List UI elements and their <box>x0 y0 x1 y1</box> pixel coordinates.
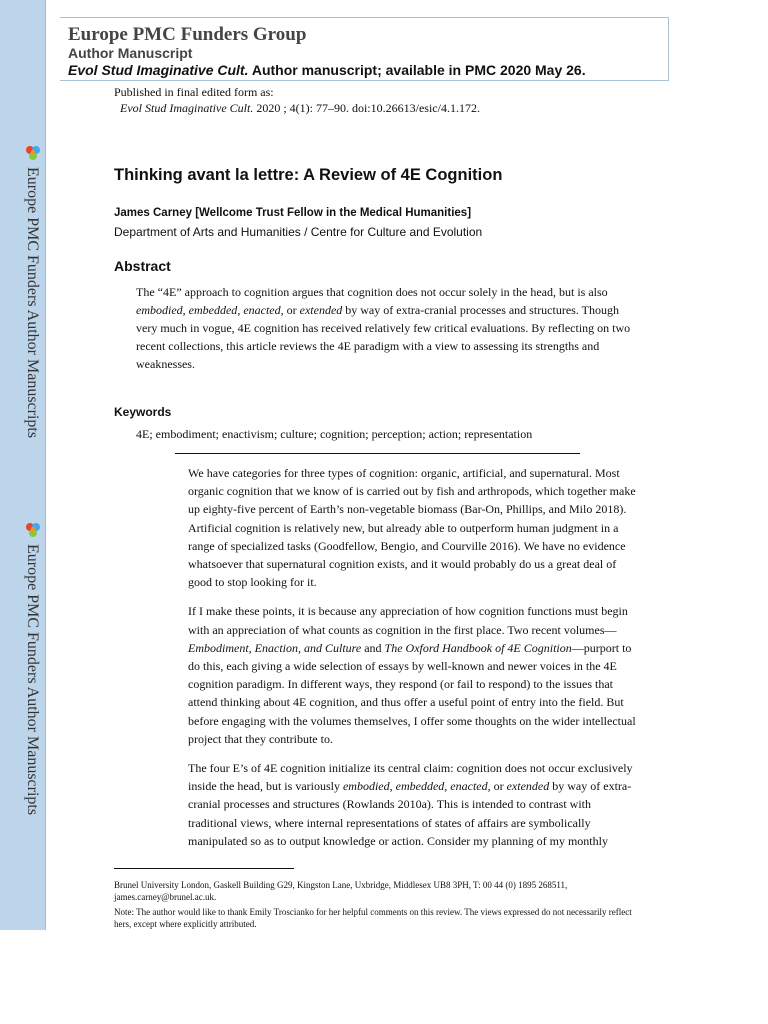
manuscript-type-label: Author Manuscript <box>68 45 193 61</box>
europe-pmc-logo-icon <box>25 145 41 161</box>
body-paragraph: The four E’s of 4E cognition initialize its central claim: cognition does not occur exclusively inside the head, but is variously embodied, embedded, enacted, or extended by way of extra-cranial processes and structures (Rowlands 2010a). This is intended to contrast with traditional views, where internal representations of states of affairs are symbolically manipulated so as to output knowledge or action. Consider my planning of my monthly <box>188 761 633 848</box>
availability-line <box>68 62 586 78</box>
abstract-heading: Abstract <box>114 258 171 274</box>
article-title: Thinking avant la lettre: A Review of 4E Cognition <box>114 166 503 184</box>
body-paragraph: If I make these points, it is because any appreciation of how cognition functions must begin with an appreciation of what counts as cognition in the first place. Two recent volumes—Embodiment, Enaction, and Culture and The Oxford Handbook of 4E Cognition—purport to do this, each giving a wide selection of essays by well-known and newer voices in the 4E cognition paradigm. In different ways, they respond (or fail to respond) to the issues that attend thinking about 4E cognition, and thus offer a useful point of entry into the field. But before engaging with the volumes themselves, I offer some thoughts on the wider intellectual project that they contribute to. <box>188 604 636 746</box>
europe-pmc-logo-icon <box>25 522 41 538</box>
author-affiliation: Department of Arts and Humanities / Centre for Culture and Evolution <box>114 225 483 239</box>
footnote-note: Note: The author would like to thank Emily Troscianko for her helpful comments on this review. The views expressed do not necessarily reflect hers, except where explicitly attributed. <box>114 907 632 929</box>
body-paragraph: We have categories for three types of cognition: organic, artificial, and supernatural. Most organic cognition that we know of is carried out by fish and arthropods, which together make up eighty-five percent of Earth’s non-vegetable biomass (Bar-On, Phillips, and Milo 2018). Artificial cognition is relatively new, but already able to outperform human judgment in a range of specialized tasks (Goodfellow, Bengio, and Courville 2016). We have no evidence whatsoever that supernatural cognition exists, and it would probably do us a great deal of good to stop looking for it. <box>188 466 636 590</box>
abstract-text: The “4E” approach to cognition argues that cognition does not occur solely in the head, but is also embodied, embedded, enacted, or extended by way of extra-cranial processes and structures. Though very much in vogue, 4E cognition has received relatively few critical evaluations. By reflecting on two recent collections, this article reviews the 4E paradigm with a view to assessing its strengths and weaknesses. <box>136 285 631 371</box>
footnote-divider <box>114 868 294 869</box>
publication-info <box>114 84 480 116</box>
sidebar-strip <box>0 0 46 930</box>
citation-journal: Evol Stud Imaginative Cult. <box>120 101 254 115</box>
sidebar-watermark-text: Europe PMC Funders Author Manuscripts <box>24 167 41 439</box>
journal-name: Evol Stud Imaginative Cult. <box>68 62 249 78</box>
author-name: James Carney [Wellcome Trust Fellow in the Medical Humanities] <box>114 207 472 219</box>
section-divider <box>175 453 580 454</box>
availability-text: Author manuscript; available in PMC 2020 May 26. <box>248 62 586 78</box>
footnote-address: Brunel University London, Gaskell Building G29, Kingston Lane, Uxbridge, Middlesex UB8 3PH, T: 00 44 (0) 1895 268511, james.carney@brunel.ac.uk. <box>114 880 568 902</box>
keywords-list: 4E; embodiment; enactivism; culture; cognition; perception; action; representation <box>136 427 533 441</box>
footnotes <box>114 879 634 933</box>
manuscript-header <box>60 17 669 81</box>
sidebar-watermark-text: Europe PMC Funders Author Manuscripts <box>24 544 41 816</box>
keywords-heading: Keywords <box>114 405 172 419</box>
funders-group-title: Europe PMC Funders Group <box>68 24 307 45</box>
citation-line <box>114 100 480 116</box>
article-body <box>188 464 638 861</box>
citation-details: 2020 ; 4(1): 77–90. doi:10.26613/esic/4.1.172. <box>253 101 480 115</box>
published-label: Published in final edited form as: <box>114 85 274 99</box>
